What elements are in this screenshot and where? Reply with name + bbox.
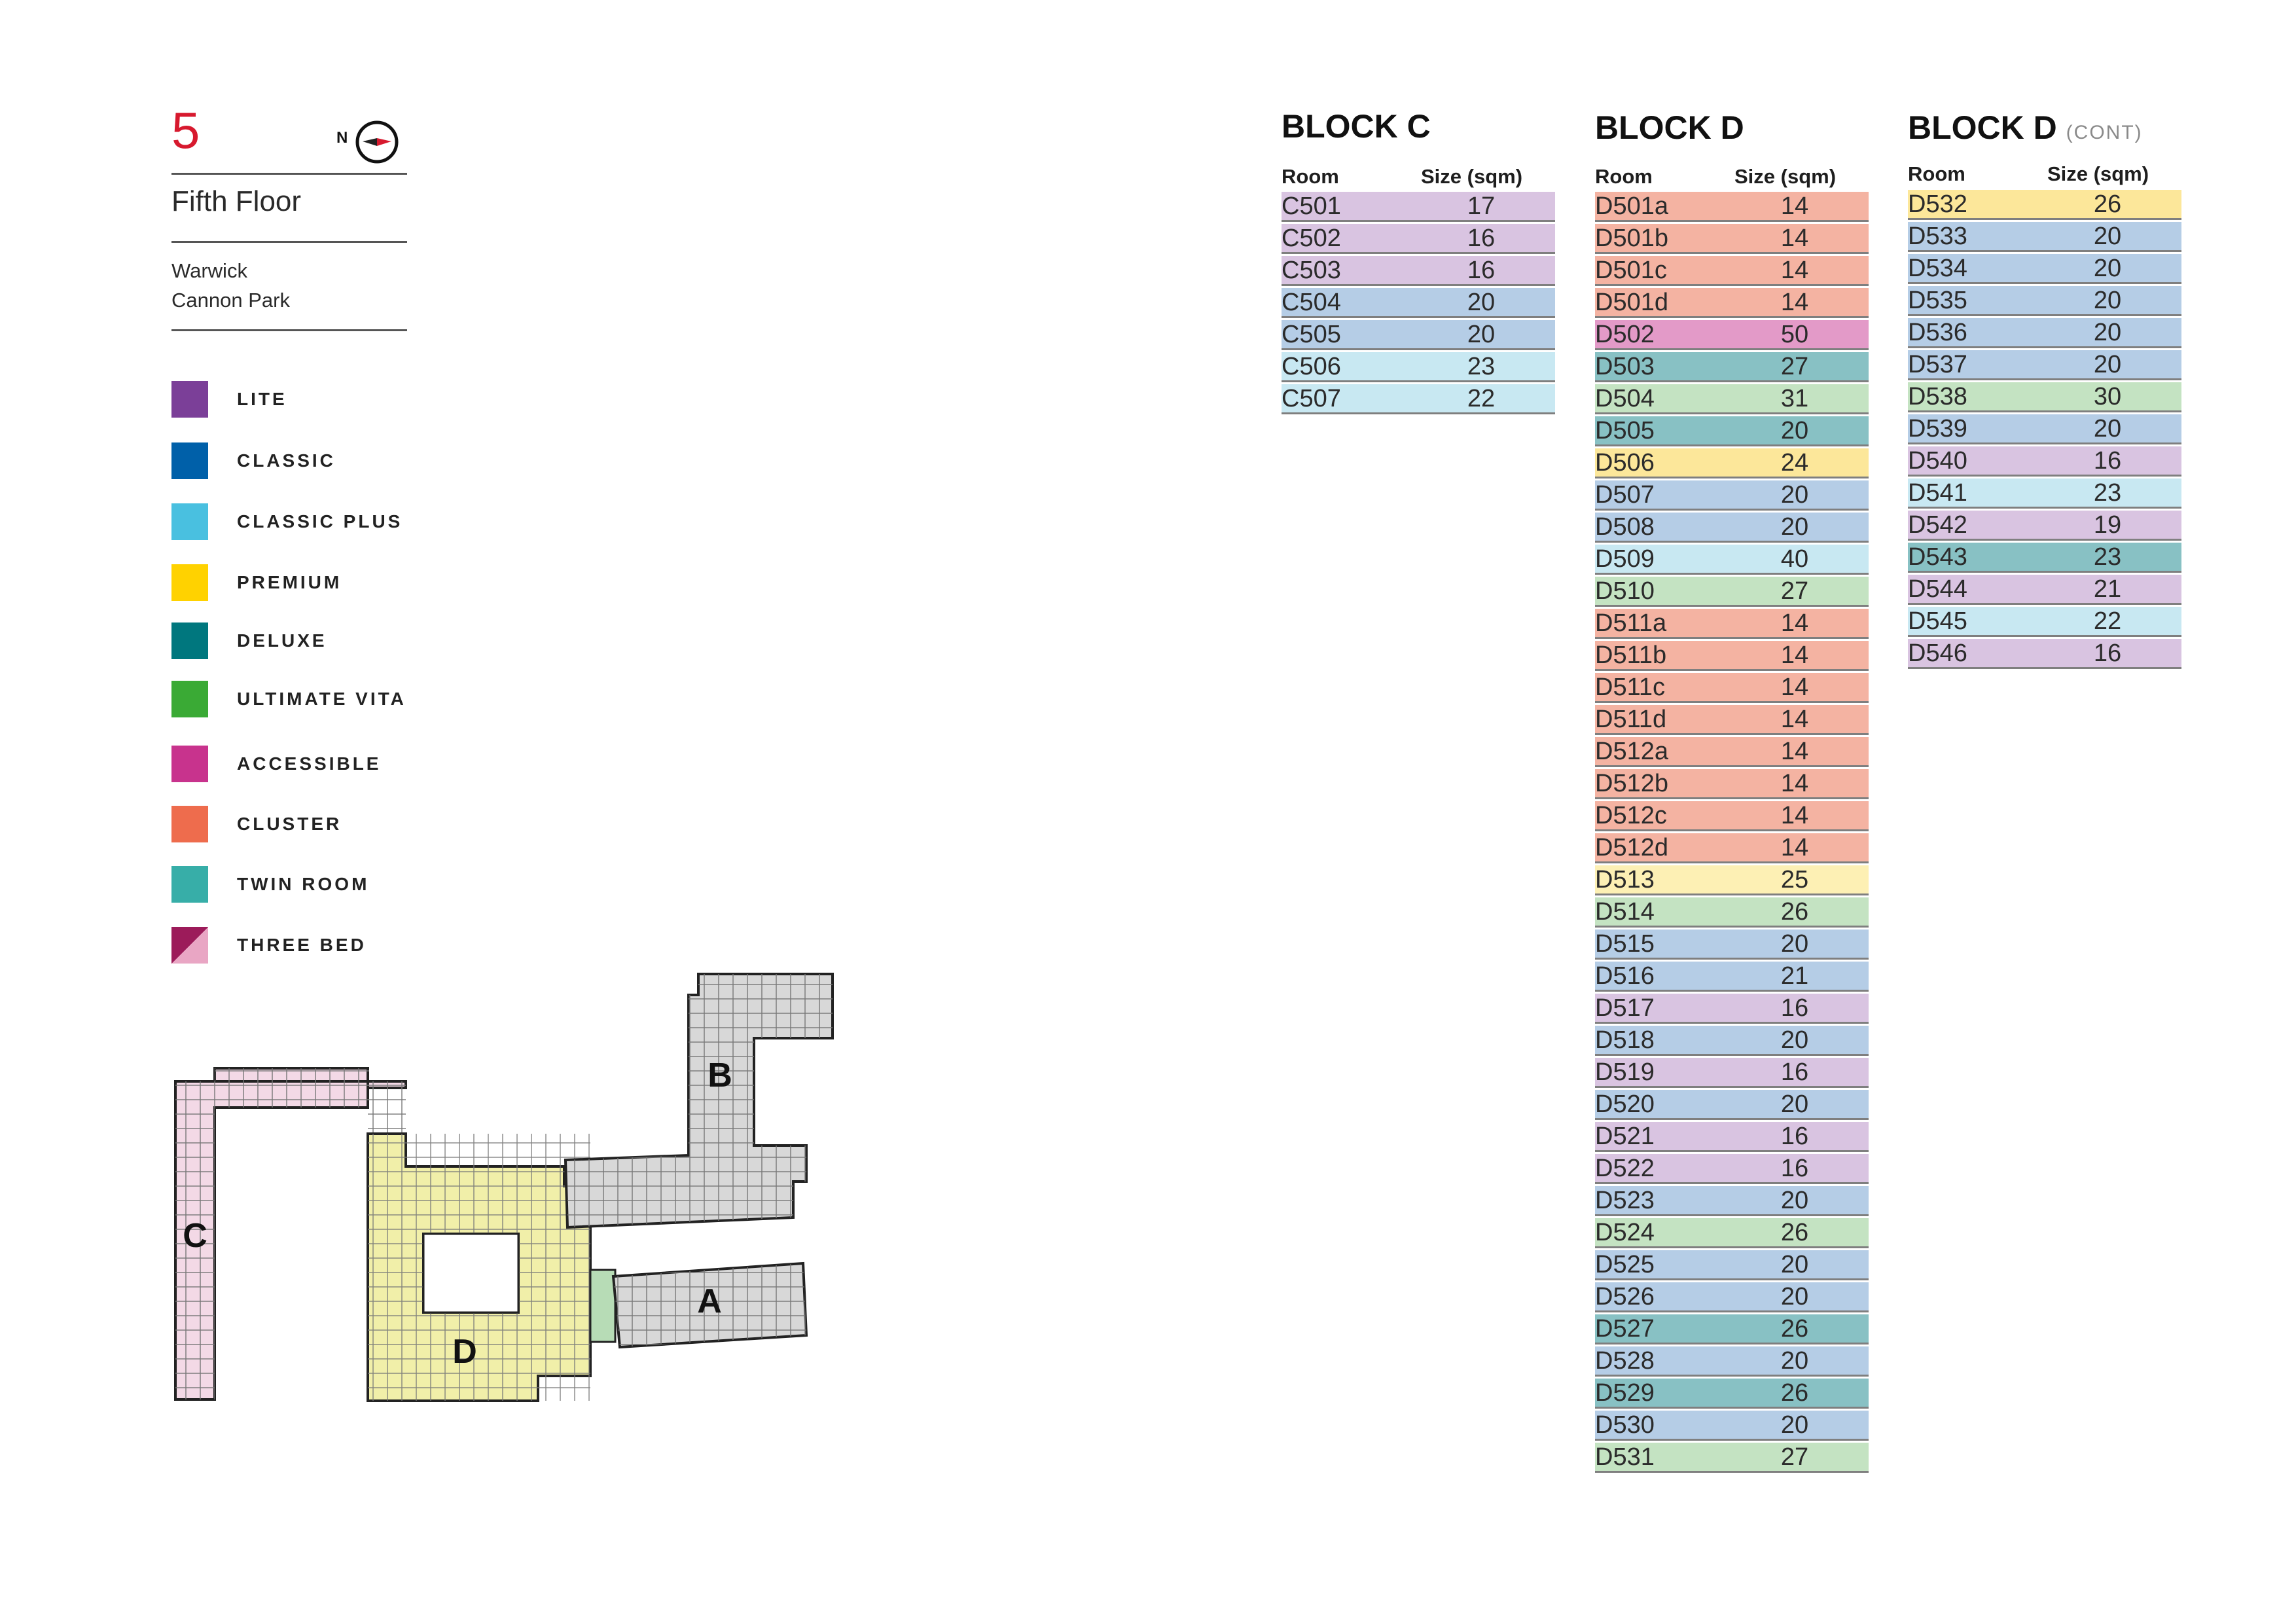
- table-row: [1908, 222, 2181, 252]
- room-size: 20: [1780, 1347, 1809, 1375]
- table-row: [1595, 1090, 1869, 1120]
- table-row: [1595, 994, 1869, 1024]
- room-size: 20: [2093, 223, 2122, 250]
- room-number: C504: [1282, 289, 1341, 316]
- table-row: [1595, 1154, 1869, 1184]
- room-number: D544: [1908, 575, 1967, 603]
- room-table: [1908, 190, 2181, 671]
- block-title: [1595, 111, 1744, 144]
- legend-item: [171, 681, 446, 717]
- column-header-room: Room: [1595, 165, 1653, 188]
- table-row: [1595, 1058, 1869, 1088]
- room-number: D531: [1595, 1443, 1655, 1471]
- block-title-text: BLOCK D: [1908, 109, 2057, 146]
- room-size: 20: [2093, 255, 2122, 282]
- room-size: 20: [2093, 287, 2122, 314]
- room-size: 31: [1780, 385, 1809, 412]
- room-size: 20: [1780, 1091, 1809, 1118]
- room-number: D529: [1595, 1379, 1655, 1407]
- room-number: D512c: [1595, 802, 1667, 829]
- table-row: [1595, 256, 1869, 286]
- room-size: 19: [2093, 511, 2122, 539]
- room-size: 20: [2093, 319, 2122, 346]
- location-line-2: Cannon Park: [171, 289, 290, 312]
- room-number: C502: [1282, 225, 1341, 252]
- legend-label: TWIN ROOM: [237, 874, 370, 894]
- room-size: 20: [1780, 930, 1809, 958]
- room-size: 16: [2093, 640, 2122, 667]
- room-size: 26: [1780, 898, 1809, 926]
- room-number: D525: [1595, 1251, 1655, 1278]
- room-size: 30: [2093, 383, 2122, 410]
- legend-swatch: [171, 503, 208, 540]
- legend-swatch: [171, 442, 208, 479]
- column-header-room: Room: [1282, 165, 1339, 188]
- compass-north-label: N: [336, 129, 348, 147]
- room-size: 14: [1780, 706, 1809, 733]
- room-number: D511d: [1595, 706, 1667, 733]
- block-title-text: BLOCK C: [1282, 108, 1431, 145]
- stair-core: [590, 1270, 615, 1342]
- table-row: [1908, 607, 2181, 637]
- legend-label: CLASSIC PLUS: [237, 511, 403, 532]
- legend-label: LITE: [237, 389, 287, 409]
- room-number: C503: [1282, 257, 1341, 284]
- legend-swatch: [171, 623, 208, 659]
- room-size: 16: [1467, 225, 1496, 252]
- table-row: [1595, 1443, 1869, 1473]
- floor-plan-map: [171, 956, 839, 1414]
- room-number: D506: [1595, 449, 1655, 477]
- room-number: D518: [1595, 1026, 1655, 1054]
- table-row: [1908, 254, 2181, 284]
- table-row: [1595, 929, 1869, 960]
- table-row: [1595, 480, 1869, 511]
- legend-swatch: [171, 681, 208, 717]
- room-size: 22: [2093, 607, 2122, 635]
- room-size: 20: [2093, 415, 2122, 442]
- room-number: D511c: [1595, 674, 1666, 701]
- table-row: [1595, 897, 1869, 928]
- room-number: D535: [1908, 287, 1967, 314]
- table-row: [1595, 801, 1869, 831]
- room-size: 26: [1780, 1379, 1809, 1407]
- room-number: D527: [1595, 1315, 1655, 1343]
- table-row: [1595, 1282, 1869, 1312]
- legend-label: ACCESSIBLE: [237, 753, 382, 774]
- room-size: 14: [1780, 225, 1809, 252]
- table-row: [1595, 577, 1869, 607]
- room-size: 20: [1780, 1251, 1809, 1278]
- legend-label: CLASSIC: [237, 450, 336, 471]
- table-row: [1595, 705, 1869, 735]
- room-size: 50: [1780, 321, 1809, 348]
- room-number: D502: [1595, 321, 1655, 348]
- room-number: D517: [1595, 994, 1655, 1022]
- room-number: D537: [1908, 351, 1967, 378]
- room-size: 14: [1780, 802, 1809, 829]
- room-size: 24: [1780, 449, 1809, 477]
- floor-number: 5: [171, 101, 200, 159]
- room-number: D545: [1908, 607, 1967, 635]
- block-title: [1282, 110, 1431, 143]
- room-size: 20: [1780, 417, 1809, 444]
- room-number: D501c: [1595, 257, 1667, 284]
- room-number: D540: [1908, 447, 1967, 475]
- table-row: [1282, 224, 1555, 254]
- room-number: C507: [1282, 385, 1341, 412]
- legend-swatch: [171, 564, 208, 601]
- table-row: [1595, 865, 1869, 895]
- legend-swatch: [171, 866, 208, 903]
- block-title-text: BLOCK D: [1595, 109, 1744, 146]
- divider: [171, 241, 407, 243]
- room-number: D512d: [1595, 834, 1668, 861]
- table-row: [1595, 513, 1869, 543]
- room-number: D520: [1595, 1091, 1655, 1118]
- room-size: 20: [1780, 1187, 1809, 1214]
- room-number: D501d: [1595, 289, 1668, 316]
- table-row: [1908, 575, 2181, 605]
- table-row: [1595, 1186, 1869, 1216]
- legend-item: [171, 442, 446, 479]
- legend-item: [171, 381, 446, 418]
- table-row: [1595, 641, 1869, 671]
- room-number: D515: [1595, 930, 1655, 958]
- room-size: 27: [1780, 1443, 1809, 1471]
- room-size: 23: [1467, 353, 1496, 380]
- room-number: D512a: [1595, 738, 1668, 765]
- room-size: 14: [1780, 289, 1809, 316]
- room-number: D510: [1595, 577, 1655, 605]
- table-row: [1908, 446, 2181, 477]
- room-number: D534: [1908, 255, 1967, 282]
- room-number: D505: [1595, 417, 1655, 444]
- room-size: 21: [2093, 575, 2122, 603]
- room-size: 17: [1467, 192, 1496, 220]
- room-size: 20: [1467, 289, 1496, 316]
- table-row: [1282, 288, 1555, 318]
- table-row: [1595, 962, 1869, 992]
- room-size: 14: [1780, 674, 1809, 701]
- room-number: D543: [1908, 543, 1967, 571]
- room-number: D501a: [1595, 192, 1668, 220]
- room-size: 20: [2093, 351, 2122, 378]
- divider: [171, 173, 407, 175]
- room-size: 20: [1780, 1283, 1809, 1310]
- room-size: 25: [1780, 866, 1809, 893]
- room-number: C506: [1282, 353, 1341, 380]
- block-label-d: D: [452, 1333, 477, 1371]
- legend-label: THREE BED: [237, 935, 367, 955]
- room-size: 20: [1780, 481, 1809, 509]
- legend-item: [171, 866, 446, 903]
- legend-label: CLUSTER: [237, 814, 342, 834]
- room-size: 14: [1780, 192, 1809, 220]
- room-number: D521: [1595, 1123, 1655, 1150]
- table-row: [1282, 256, 1555, 286]
- column-header-room: Room: [1908, 162, 1965, 185]
- room-size: 20: [1467, 321, 1496, 348]
- block-title-cont: (CONT): [2066, 122, 2143, 143]
- table-row: [1282, 192, 1555, 222]
- room-number: C505: [1282, 321, 1341, 348]
- room-number: D542: [1908, 511, 1967, 539]
- room-size: 14: [1780, 738, 1809, 765]
- room-size: 27: [1780, 577, 1809, 605]
- room-size: 20: [1780, 1026, 1809, 1054]
- room-number: D536: [1908, 319, 1967, 346]
- room-size: 14: [1780, 641, 1809, 669]
- table-row: [1595, 1379, 1869, 1409]
- room-size: 16: [2093, 447, 2122, 475]
- table-row: [1282, 352, 1555, 382]
- room-number: D530: [1595, 1411, 1655, 1439]
- north-compass-icon: [336, 117, 402, 169]
- table-row: [1595, 1314, 1869, 1344]
- location-line-1: Warwick: [171, 259, 247, 282]
- room-size: 16: [1780, 994, 1809, 1022]
- room-size: 40: [1780, 545, 1809, 573]
- table-row: [1908, 382, 2181, 412]
- legend-swatch: [171, 746, 208, 782]
- table-row: [1908, 318, 2181, 348]
- table-row: [1908, 286, 2181, 316]
- room-size: 20: [1780, 1411, 1809, 1439]
- table-row: [1595, 545, 1869, 575]
- room-number: D511a: [1595, 609, 1667, 637]
- room-number: D532: [1908, 190, 1967, 218]
- table-row: [1595, 192, 1869, 222]
- room-number: D523: [1595, 1187, 1655, 1214]
- room-number: D512b: [1595, 770, 1668, 797]
- room-table: [1282, 192, 1555, 416]
- room-size: 16: [1467, 257, 1496, 284]
- table-row: [1595, 673, 1869, 703]
- table-row: [1595, 1122, 1869, 1152]
- room-number: D538: [1908, 383, 1967, 410]
- legend-swatch: [171, 381, 208, 418]
- table-row: [1595, 1026, 1869, 1056]
- room-size: 26: [1780, 1219, 1809, 1246]
- room-size: 20: [1780, 513, 1809, 541]
- table-row: [1908, 478, 2181, 509]
- room-size: 22: [1467, 385, 1496, 412]
- room-size: 26: [1780, 1315, 1809, 1343]
- room-number: D503: [1595, 353, 1655, 380]
- room-size: 14: [1780, 609, 1809, 637]
- room-size: 23: [2093, 479, 2122, 507]
- table-row: [1595, 448, 1869, 478]
- room-number: D516: [1595, 962, 1655, 990]
- room-number: D528: [1595, 1347, 1655, 1375]
- table-row: [1595, 1218, 1869, 1248]
- block-label-b: B: [708, 1056, 732, 1094]
- room-number: D526: [1595, 1283, 1655, 1310]
- legend-item: [171, 503, 446, 540]
- room-number: D541: [1908, 479, 1967, 507]
- legend-item: [171, 623, 446, 659]
- room-number: D519: [1595, 1058, 1655, 1086]
- table-row: [1908, 511, 2181, 541]
- table-row: [1595, 384, 1869, 414]
- room-size: 23: [2093, 543, 2122, 571]
- table-row: [1595, 833, 1869, 863]
- table-row: [1595, 609, 1869, 639]
- room-size: 26: [2093, 190, 2122, 218]
- table-row: [1595, 416, 1869, 446]
- divider: [171, 329, 407, 331]
- room-number: D501b: [1595, 225, 1668, 252]
- table-row: [1595, 1411, 1869, 1441]
- room-size: 21: [1780, 962, 1809, 990]
- block-label-c: C: [183, 1217, 207, 1255]
- table-row: [1595, 320, 1869, 350]
- room-number: D513: [1595, 866, 1655, 893]
- room-number: D533: [1908, 223, 1967, 250]
- room-number: D511b: [1595, 641, 1667, 669]
- table-row: [1282, 320, 1555, 350]
- block-title: [1908, 111, 2143, 144]
- legend-item: [171, 564, 446, 601]
- table-row: [1595, 352, 1869, 382]
- room-number: D507: [1595, 481, 1655, 509]
- table-row: [1908, 190, 2181, 220]
- floor-name: Fifth Floor: [171, 185, 302, 217]
- table-row: [1908, 414, 2181, 444]
- room-size: 14: [1780, 834, 1809, 861]
- table-row: [1595, 288, 1869, 318]
- table-row: [1908, 350, 2181, 380]
- column-header-size: Size (sqm): [1421, 165, 1523, 188]
- column-header-size: Size (sqm): [2047, 162, 2149, 185]
- room-number: D508: [1595, 513, 1655, 541]
- block-label-a: A: [697, 1282, 722, 1320]
- room-size: 16: [1780, 1058, 1809, 1086]
- legend-swatch: [171, 806, 208, 842]
- block-b-outline: [565, 974, 833, 1227]
- room-number: D522: [1595, 1155, 1655, 1182]
- table-row: [1595, 224, 1869, 254]
- legend-item: [171, 806, 446, 842]
- legend-label: PREMIUM: [237, 572, 342, 592]
- legend-item: [171, 746, 446, 782]
- room-number: D504: [1595, 385, 1655, 412]
- room-number: D514: [1595, 898, 1655, 926]
- table-row: [1908, 543, 2181, 573]
- room-number: C501: [1282, 192, 1341, 220]
- room-size: 27: [1780, 353, 1809, 380]
- table-row: [1595, 737, 1869, 767]
- table-row: [1595, 1250, 1869, 1280]
- room-table: [1595, 192, 1869, 1475]
- room-number: D539: [1908, 415, 1967, 442]
- table-row: [1282, 384, 1555, 414]
- room-size: 14: [1780, 770, 1809, 797]
- table-row: [1908, 639, 2181, 669]
- legend-label: ULTIMATE VITA: [237, 689, 406, 709]
- room-number: D509: [1595, 545, 1655, 573]
- table-row: [1595, 769, 1869, 799]
- room-size: 16: [1780, 1123, 1809, 1150]
- room-size: 14: [1780, 257, 1809, 284]
- room-number: D546: [1908, 640, 1967, 667]
- legend-label: DELUXE: [237, 630, 327, 651]
- room-size: 16: [1780, 1155, 1809, 1182]
- table-row: [1595, 1346, 1869, 1377]
- column-header-size: Size (sqm): [1734, 165, 1837, 188]
- room-number: D524: [1595, 1219, 1655, 1246]
